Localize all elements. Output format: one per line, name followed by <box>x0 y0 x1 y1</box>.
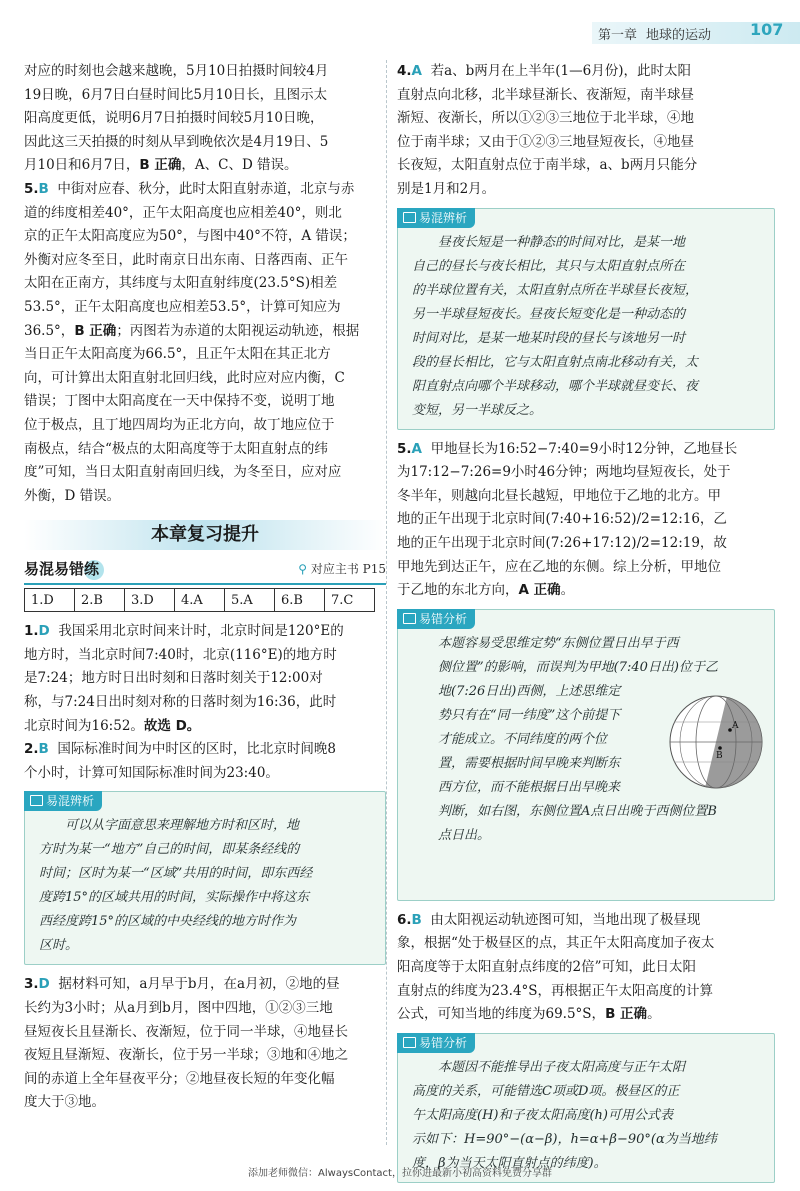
note-box-easily-confused <box>24 791 386 965</box>
note-line: 势只有在“同一纬度”这个前提下 <box>438 707 621 723</box>
book-icon <box>30 795 43 806</box>
text-line: 位于极点，且丁地四周均为正北方向，故丁地应位于 <box>24 416 335 433</box>
text-line <box>24 715 386 739</box>
text-line <box>397 579 775 603</box>
text-span: 于乙地的东北方向， <box>397 582 519 599</box>
note-line: 地(7:26日出)西侧，上述思维定 <box>438 683 621 699</box>
text-line: 直射点向北移，北半球昼渐长、夜渐短，南半球昼 <box>397 86 694 103</box>
note-line: 时间对比，是某一地某时段的昼长与该地另一时 <box>412 330 686 346</box>
answer-letter: B <box>38 180 49 197</box>
answer-letter: B <box>38 741 49 758</box>
left-column <box>24 60 386 1115</box>
note-line: 置，需要根据时间早晚来判断东 <box>438 755 621 771</box>
text-line: 度大于③地。 <box>24 1094 105 1111</box>
text-line: 别是1月和2月。 <box>397 180 496 197</box>
text-line: 当日正午太阳高度为66.5°，且正午太阳在其正北方 <box>24 346 331 363</box>
question-2-explanation <box>24 738 386 785</box>
note-tag-label: 易错分析 <box>419 1035 468 1050</box>
answer-cell: 4.A <box>175 589 225 612</box>
answer-letter: A <box>411 63 422 79</box>
note-line: 方时为某一“地方”自己的时间，即某条经线的 <box>39 842 300 858</box>
text-line <box>24 154 386 178</box>
text-span: 我国采用北京时间来计时，北京时间是120°E的 <box>58 623 344 640</box>
text-line: 长夜短，太阳直射点位于南半球，a、b两月只能分 <box>397 157 698 174</box>
text-span: ；丙图若为赤道的太阳视运动轨迹，根据 <box>116 322 360 339</box>
note-line: 另一半球昼短夜长。昼夜长短变化是一种动态的 <box>412 306 686 322</box>
note-line: 西经度跨15°的区域的中央经线的地方时作为 <box>39 914 297 930</box>
label-a: A <box>732 720 739 731</box>
text-line: 南极点，结合“极点的太阳高度等于太阳直射点的纬 <box>24 440 328 457</box>
text-line: 地的正午出现于北京时间(7:26+17:12)/2=12:19，故 <box>397 534 727 551</box>
text-line: 阳高度等于太阳直射点纬度的2倍”可知，此日太阳 <box>397 958 696 975</box>
note-tag <box>397 609 475 629</box>
note-tag <box>24 791 102 811</box>
text-line: 外衡对应冬至日，此时南京日出东南、日落西南、正午 <box>24 251 348 268</box>
question-number: 1. <box>24 623 39 640</box>
text-line <box>24 320 386 344</box>
note-line: 点日出。 <box>438 827 491 843</box>
text-line: 昼短夜长且昼渐长、夜渐短，位于同一半球，④地昼长 <box>24 1023 348 1040</box>
answer-cell: 7.C <box>325 589 375 612</box>
question-number: 3. <box>24 976 39 993</box>
header-rule <box>24 583 386 585</box>
note-line: 的半球位置有关，太阳直射点所在半球昼长夜短， <box>412 282 699 298</box>
text-span: 北京时间为16:52。 <box>24 717 144 734</box>
question-number: 2. <box>24 741 39 758</box>
text-line: 冬半年，则越向北昼长越短，甲地位于乙地的北方。甲 <box>397 487 721 504</box>
text-line: 直射点的纬度为23.4°S，再根据正午太阳高度的计算 <box>397 982 714 999</box>
note-line: 本题容易受思维定势“东侧位置日出早于西 <box>438 635 679 651</box>
note-tag-label: 易混辨析 <box>46 794 95 809</box>
text-line: 甲地先到达正午，应在乙地的东侧。综上分析，甲地位 <box>397 558 721 575</box>
answer-letter: D <box>38 976 50 993</box>
question-5-explanation <box>397 438 775 603</box>
answer-letter: A <box>411 440 422 457</box>
text-span: 公式，可知当地的纬度为69.5°S， <box>397 1006 606 1023</box>
globe-diagram <box>666 692 766 792</box>
section-banner: 本章复习提升 <box>24 520 386 550</box>
note-line: 高度的关系，可能错选C项或D项。极昼区的正 <box>412 1083 680 1099</box>
footer-note: 添加老师微信：AlwaysContact，拉你进最新小初高资料免费分享群 <box>248 1168 552 1179</box>
answer-cell: 3.D <box>125 589 175 612</box>
note-line: 本题因不能推导出子夜太阳高度与正午太阳 <box>438 1059 686 1075</box>
answer-cell: 1.D <box>25 589 75 612</box>
text-span: 由太阳视运动轨迹图可知，当地出现了极昼现 <box>430 911 701 928</box>
text-line: 渐短、夜渐长，所以①②③三地位于北半球，④地 <box>397 110 694 127</box>
question-number: 5. <box>397 440 412 457</box>
text-span: 。 <box>560 582 575 599</box>
question-3-explanation <box>24 973 386 1115</box>
text-line: 地方时，当北京时间7:40时，北京(116°E)的地方时 <box>24 646 337 663</box>
text-line: 因此这三天拍摄的时刻从早到晚依次是4月19日、5 <box>24 133 329 150</box>
question-6-explanation <box>397 909 775 1027</box>
note-line: 才能成立。不同纬度的两个位 <box>438 731 608 747</box>
text-line: 位于南半球；又由于①②③三地昼短夜长，④地昼 <box>397 133 694 150</box>
note-box-error-analysis <box>397 1033 775 1183</box>
text-line <box>397 909 775 933</box>
reference-text: 对应主书 P15 <box>310 562 386 577</box>
text-line: 长约为3小时；从a月到b月，图中四地，①②③三地 <box>24 1000 333 1017</box>
column-divider <box>386 60 387 1145</box>
question-1-explanation <box>24 620 386 738</box>
question-number: 5. <box>24 180 39 197</box>
text-span: 甲地昼长为16:52−7:40=9小时12分钟，乙地昼长 <box>430 440 738 457</box>
correct-answer: B 正确 <box>74 322 117 339</box>
note-line: 段的昼长相比，它与太阳直射点南北移动有关，太 <box>412 354 699 370</box>
text-line: 错误；丁图中太阳高度在一天中保持不变，说明丁地 <box>24 393 335 410</box>
text-line: 象，根据“处于极昼区的点，其正午太阳高度加子夜太 <box>397 935 715 952</box>
text-line <box>24 178 386 202</box>
note-tag <box>397 208 475 228</box>
text-line: 个小时，计算可知国际标准时间为23:40。 <box>24 764 279 781</box>
text-line <box>24 973 386 997</box>
text-span: 国际标准时间为中时区的区时，比北京时间晚8 <box>57 741 337 758</box>
text-line: 称，与7:24日出时刻对称的日落时刻为16:36，此时 <box>24 694 337 711</box>
sub-section-header <box>24 558 386 584</box>
text-line: 间的赤道上全年昼夜平分；②地昼夜长短的年变化幅 <box>24 1070 335 1087</box>
text-line: 京的正午太阳高度应为50°，与图中40°不符，A 错误； <box>24 228 356 245</box>
note-line: 午太阳高度(H)和子夜太阳高度(h)可用公式表 <box>412 1107 673 1123</box>
note-line: 昼夜长短是一种静态的时间对比，是某一地 <box>438 234 686 250</box>
reference-link[interactable] <box>298 560 386 577</box>
correct-answer: B 正确 <box>605 1006 648 1023</box>
text-line <box>397 1003 775 1027</box>
text-span: 中街对应春、秋分，此时太阳直射赤道，北京与赤 <box>57 180 355 197</box>
label-b: B <box>716 750 723 761</box>
intro-paragraph <box>24 60 386 178</box>
text-line: 太阳在正南方，其纬度与太阳直射纬度(23.5°S)相差 <box>24 275 338 292</box>
note-line: 侧位置”的影响，而误判为甲地(7:40日出)位于乙 <box>438 659 718 675</box>
text-span: 。 <box>647 1006 661 1023</box>
book-icon <box>403 212 416 223</box>
page-number: 107 <box>750 20 784 39</box>
note-line: 自己的昼长与夜长相比，其只与太阳直射点所在 <box>412 258 686 274</box>
text-line: 夜短且昼渐短、夜渐长，位于另一半球；③地和④地之 <box>24 1047 348 1064</box>
note-line: 时间；区时为某一“区域”共用的时间，即东西经 <box>39 866 313 882</box>
text-line: 对应的时刻也会越来越晚，5月10日拍摄时间较4月 <box>24 63 329 79</box>
note-box-easily-confused <box>397 208 775 430</box>
answer-cell: 6.B <box>275 589 325 612</box>
search-icon: ⚲ <box>298 562 307 577</box>
answer-cell: 2.B <box>75 589 125 612</box>
note-line: 示如下：H=90°−(α−β)，h=α+β−90°(α为当地纬 <box>412 1131 717 1147</box>
text-line: 是7:24；地方时日出时刻和日落时刻关于12:00对 <box>24 670 323 687</box>
book-icon <box>403 1037 416 1048</box>
text-span: 若a、b两月在上半年(1—6月份)，此时太阳 <box>430 63 691 79</box>
text-line: 地的正午出现于北京时间(7:40+16:52)/2=12:16，乙 <box>397 511 727 528</box>
header-chapter: 第一章 <box>598 28 638 43</box>
question-number: 4. <box>397 63 412 79</box>
answer-letter: D <box>38 623 50 640</box>
question-4-explanation <box>397 60 775 202</box>
text-span: 据材料可知，a月早于b月，在a月初，②地的昼 <box>58 976 340 993</box>
text-span: ，A、C、D 错误。 <box>181 157 298 174</box>
correct-answer: A 正确 <box>518 582 561 599</box>
text-line: 度”可知，当日太阳直射南回归线，为冬至日，应对应 <box>24 464 342 481</box>
text-line: 19日晚，6月7日白昼时间比5月10日长，且图示太 <box>24 86 328 103</box>
text-line: 53.5°，正午太阳高度也应相差53.5°，计算可知应为 <box>24 298 341 315</box>
note-line: 判断，如右图，东侧位置A点日出晚于西侧位置B <box>438 803 717 819</box>
right-column <box>397 60 775 1191</box>
text-line: 向，可计算出太阳直射北回归线，此时应对应内衡，C <box>24 369 345 386</box>
note-line: 变短，另一半球反之。 <box>412 402 543 418</box>
text-line <box>24 620 386 644</box>
correct-answer: B 正确 <box>139 157 182 174</box>
text-line <box>397 438 775 462</box>
text-line <box>24 738 386 762</box>
question-number: 6. <box>397 911 412 928</box>
book-icon <box>403 613 416 624</box>
note-tag-label: 易混辨析 <box>419 210 468 225</box>
text-line: 道的纬度相差40°，正午太阳高度也应相差40°，则北 <box>24 204 342 221</box>
text-line: 为17:12−7:26=9小时46分钟；两地均昼短夜长，处于 <box>397 464 731 481</box>
correct-answer: 故选 D。 <box>143 717 201 734</box>
text-line: 外衡，D 错误。 <box>24 487 121 504</box>
note-line: 度，β为当天太阳直射点的纬度)。 <box>412 1155 607 1171</box>
note-line: 可以从字面意思来理解地方时和区时，地 <box>65 818 300 834</box>
text-line <box>397 60 775 84</box>
question-5-explanation <box>24 178 386 508</box>
sub-section-title: 易混易错练 <box>24 560 100 579</box>
note-line: 度跨15°的区域共用的时间，实际操作中将这东 <box>39 890 310 906</box>
note-box-error-analysis <box>397 609 775 901</box>
header-topic: 地球的运动 <box>646 28 712 43</box>
note-tag-label: 易错分析 <box>419 611 468 626</box>
point-b <box>718 746 722 750</box>
note-line: 西方位，而不能根据日出早晚来 <box>438 779 621 795</box>
note-line: 阳直射点向哪个半球移动，哪个半球就昼变长、夜 <box>412 378 699 394</box>
answer-key-table <box>24 588 375 612</box>
note-line: 区时。 <box>39 938 79 954</box>
answer-cell: 5.A <box>225 589 275 612</box>
note-tag <box>397 1033 475 1053</box>
text-span: 36.5°， <box>24 322 75 339</box>
answer-letter: B <box>411 911 422 928</box>
text-span: 月10日和6月7日， <box>24 157 140 174</box>
text-line: 阳高度更低，说明6月7日拍摄时间较5月10日晚， <box>24 110 324 127</box>
